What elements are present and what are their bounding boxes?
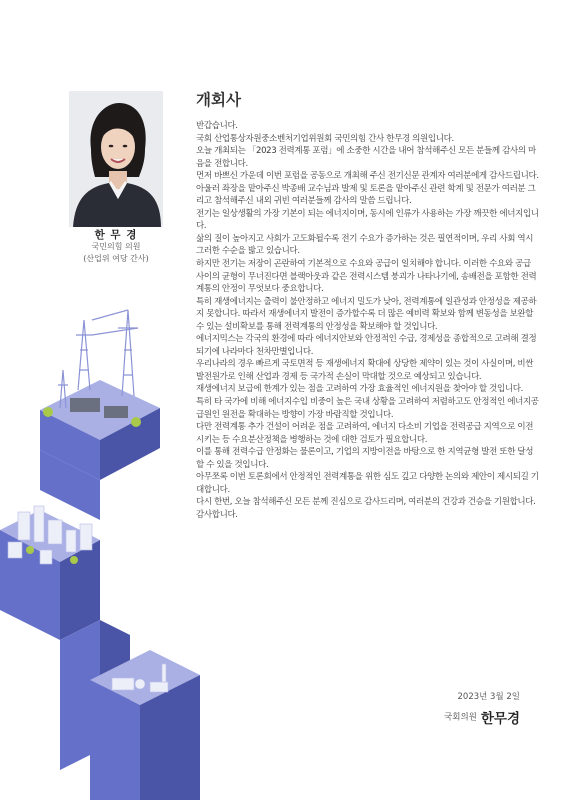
paragraph: 우리나라의 경우 빠르게 국토면적 등 재생에너지 확대에 상당한 제약이 있는 것이 사실이며, 비싼 발전원가로 인해 산업과 경제 등 국가적 손실이 막대할 것으로 예상되고 있습니다. bbox=[196, 359, 534, 382]
paragraph: 오늘 개최되는 「2023 전력계통 포럼」에 소중한 시간을 내어 참석해주신 모든 분들께 감사의 마음을 전합니다. bbox=[196, 146, 536, 169]
paragraph: 이를 통해 전력수급 안정화는 물론이고, 기업의 지방이전을 바탕으로 한 지역균형 발전 또한 달성할 수 있을 것입니다. bbox=[196, 447, 534, 470]
paragraph: 다시 한번, 오늘 참석해주신 모든 분께 진심으로 감사드리며, 여러분의 건강과 건승을 기원합니다. 감사합니다. bbox=[196, 497, 536, 520]
paragraph: 삶의 질이 높아지고 사회가 고도화될수록 전기 수요가 증가하는 것은 필연적이며, 우리 사회 역시 그러한 수순을 밟고 있습니다. bbox=[196, 233, 534, 257]
paragraph: 국회 산업통상자원중소벤처기업위원회 국민의힘 간사 한무경 의원입니다. bbox=[196, 133, 454, 144]
speech-date: 2023년 3월 2일 bbox=[457, 692, 520, 702]
speech-body bbox=[196, 120, 540, 522]
paragraph: 하지만 전기는 저장이 곤란하여 기본적으로 수요와 공급이 일치해야 합니다. 이러한 수요와 공급 사이의 균형이 무너진다면 블랙아웃과 같은 전력시스템 붕괴가 나타나기에, 송배전을 포함한 전력계통의 안정이 무엇보다 중요합니다. bbox=[196, 259, 537, 295]
paragraph: 특히 타 국가에 비해 에너지수입 비중이 높은 국내 상황을 고려하여 저렴하고도 안정적인 에너지공급원인 원전을 확대하는 방향이 가장 바람직할 것입니다. bbox=[196, 397, 539, 420]
signer bbox=[380, 706, 520, 727]
illustration-svg bbox=[0, 280, 200, 800]
profile-role-line1: 국민의힘 의원 bbox=[91, 242, 141, 251]
paragraph: 아무쪼록 이번 토론회에서 안정적인 전력계통을 위한 심도 깊고 다양한 논의와 제안이 제시되길 기대합니다. bbox=[196, 472, 539, 495]
energy-grid-illustration bbox=[0, 280, 200, 800]
profile-role-line2: (산업위 여당 간사) bbox=[83, 254, 149, 263]
paragraph: 재생에너지 보급에 한계가 있는 점을 고려하여 가장 효율적인 에너지원을 찾아야 할 것입니다. bbox=[196, 384, 523, 395]
page-title: 개회사 bbox=[196, 91, 241, 109]
paragraph: 다만 전력계통 추가 건설이 어려운 점을 고려하여, 에너지 다소비 기업을 전력공급 지역으로 이전시키는 등 수요분산정책을 병행하는 것에 대한 검토가 필요합니다. bbox=[196, 422, 534, 445]
signer-org: 국회의원 bbox=[444, 712, 477, 723]
paragraph: 먼저 바쁘신 가운데 이번 포럼을 공동으로 개최해 주신 전기신문 관계자 여러분에게 감사드립니다. 아울러 좌장을 맡아주신 박종배 교수님과 발제 및 토론을 맡아주신 관련 학계 및 전문가 여러분 그리고 참석해주신 내외 귀빈 여러분들께 감사의 말씀 드립니다. bbox=[196, 171, 539, 207]
profile-role bbox=[55, 241, 177, 265]
paragraph: 반갑습니다. bbox=[196, 121, 238, 131]
profile-name: 한 무 경 bbox=[94, 229, 138, 241]
paragraph: 에너지믹스는 각국의 환경에 따라 에너지안보와 안정적인 수급, 경제성을 종합적으로 고려해 결정되기에 나라마다 천차만별입니다. bbox=[196, 334, 537, 357]
paragraph: 전기는 일상생활의 가장 기본이 되는 에너지이며, 동시에 인류가 사용하는 가장 깨끗한 에너지입니다. bbox=[196, 208, 539, 232]
signer-signature: 한무경 bbox=[480, 710, 520, 727]
portrait-image bbox=[69, 91, 163, 227]
paragraph: 특히 재생에너지는 출력이 불안정하고 에너지 밀도가 낮아, 전력계통에 일관성과 안정성을 제공하지 못합니다. 따라서 재생에너지 발전이 증가할수록 더 많은 예비력 확보와 함께 변동성을 보완할 수 있는 설비확보를 통해 전력계통의 안정성을 확보해야 할 것입니다. bbox=[196, 296, 537, 332]
profile-photo bbox=[69, 91, 163, 227]
